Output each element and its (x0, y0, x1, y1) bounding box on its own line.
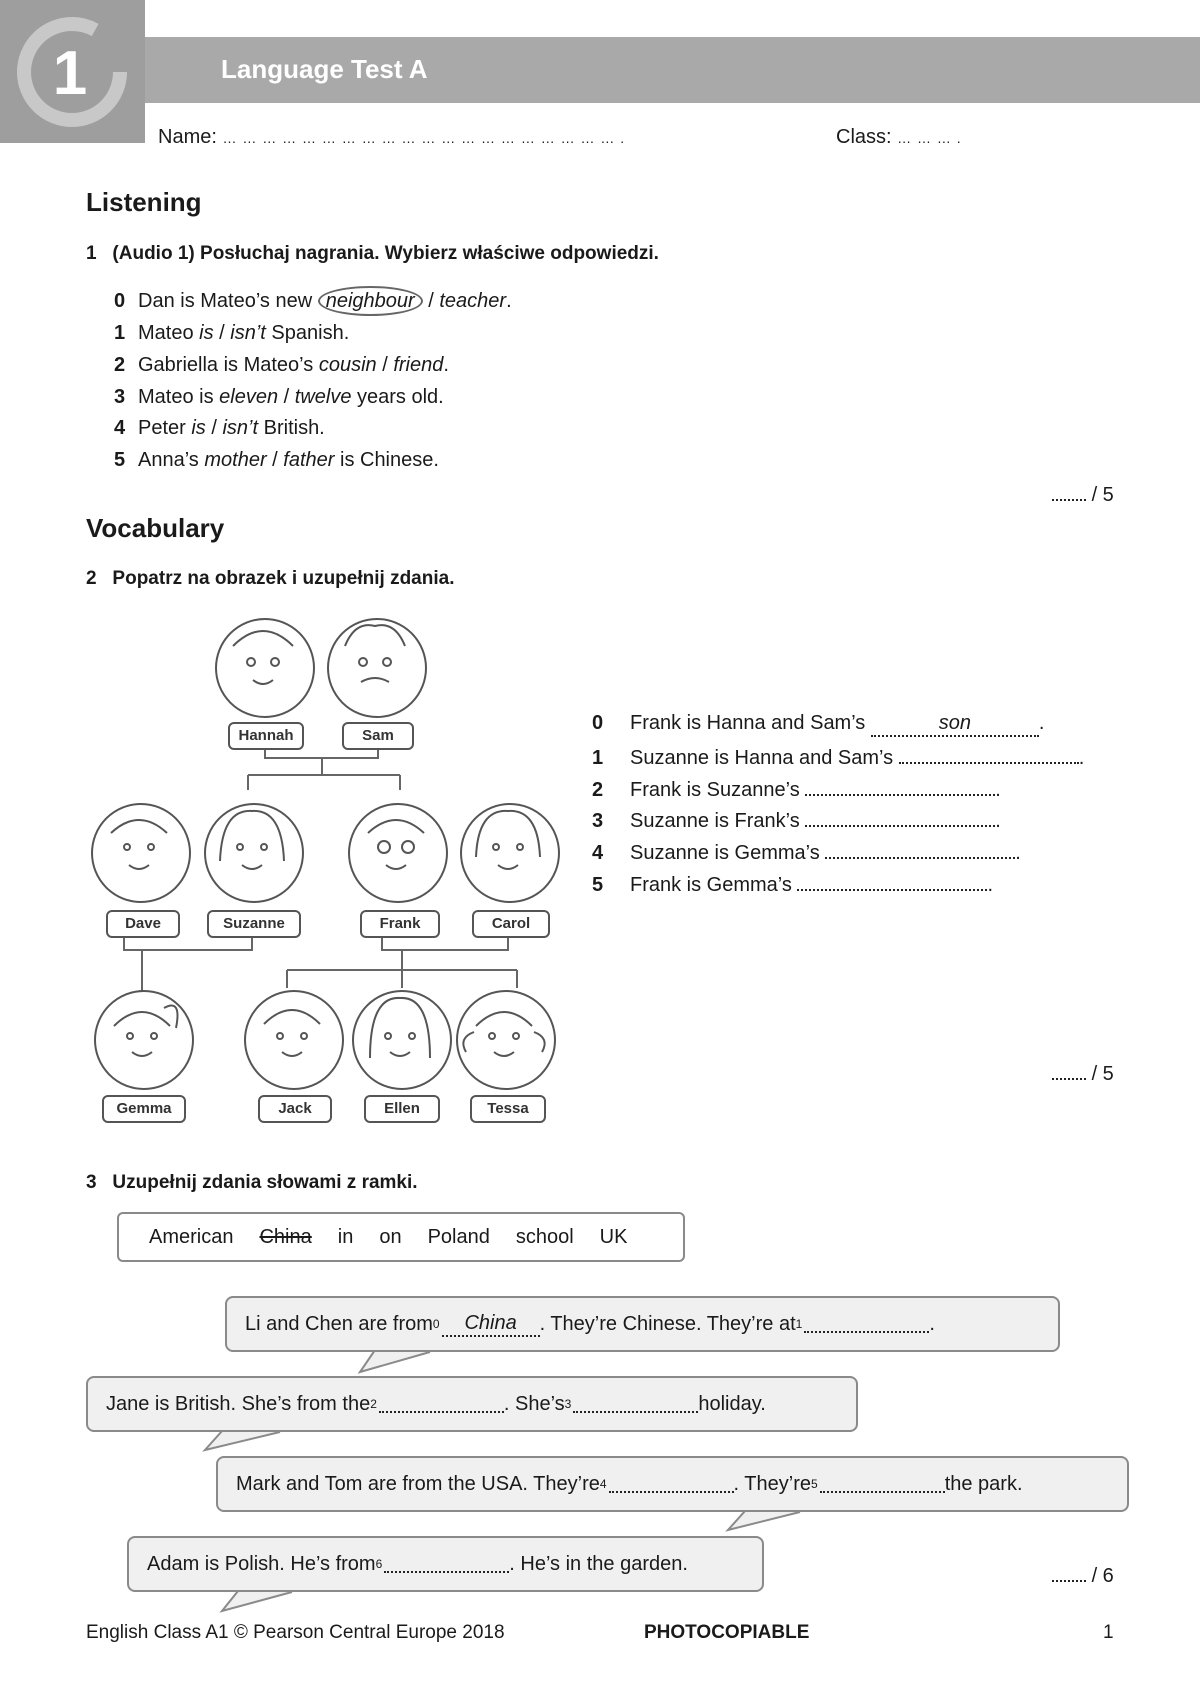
word-china-used: China (259, 1225, 312, 1248)
word-in: in (337, 1225, 354, 1248)
footer-photocopiable: PHOTOCOPIABLE (644, 1622, 810, 1643)
answer-blank-ex3-1[interactable] (804, 1315, 929, 1333)
instruction-text: Popatrz na obrazek i uzupełnij zdania. (112, 568, 455, 589)
score-total: / 6 (1091, 1565, 1114, 1587)
answer-blank-ex3-3[interactable] (573, 1395, 698, 1413)
label-frank: Frank (360, 910, 440, 938)
vocab-sentence-2: 2 Frank is Suzanne’s . (592, 776, 1001, 802)
speech-bubble-2: Jane is British. She’s from the 2 . She’s 3 holiday. (86, 1376, 858, 1432)
score-total: / 5 (1091, 484, 1114, 506)
class-label: Class: (836, 126, 892, 148)
label-dave: Dave (106, 910, 180, 938)
footer-copyright: English Class A1 © Pearson Central Europe 2018 (86, 1622, 505, 1643)
label-hannah: Hannah (228, 722, 304, 750)
score-blank[interactable] (1052, 1564, 1086, 1582)
answer-blank-ex3-5[interactable] (820, 1475, 945, 1493)
listening-item-5[interactable]: 5 Anna’s mother / father is Chinese. (114, 449, 439, 471)
example-answer-china: China (442, 1312, 540, 1337)
word-american: American (149, 1225, 234, 1248)
listening-item-2[interactable]: 2 Gabriella is Mateo’s cousin / friend. (114, 354, 449, 376)
unit-number: 1 (52, 39, 88, 108)
instruction-number: 2 (86, 568, 97, 589)
listening-item-0: 0 Dan is Mateo’s new neighbour / teacher. (114, 290, 512, 313)
listening-item-1[interactable]: 1 Mateo is / isn’t Spanish. (114, 322, 350, 344)
exercise3-score[interactable] (1052, 1564, 1114, 1588)
vocab-sentence-1: 1 Suzanne is Hanna and Sam’s . (592, 744, 1084, 770)
label-gemma: Gemma (102, 1095, 186, 1123)
word-uk: UK (599, 1225, 628, 1248)
vocab-sentence-0: 0 Frank is Hanna and Sam’s son . (592, 712, 1044, 737)
word-school: school (515, 1225, 574, 1248)
class-dots: … … … . (897, 130, 962, 146)
word-poland: Poland (427, 1225, 490, 1248)
word-on: on (379, 1225, 402, 1248)
label-suzanne: Suzanne (207, 910, 301, 938)
vocab-sentence-5: 5 Frank is Gemma’s . (592, 871, 993, 897)
name-label: Name: (158, 126, 217, 148)
label-ellen: Ellen (364, 1095, 440, 1123)
vocabulary-heading: Vocabulary (86, 513, 225, 543)
instruction-text: Uzupełnij zdania słowami z ramki. (112, 1172, 418, 1193)
score-total: / 5 (1091, 1063, 1114, 1085)
listening-item-3[interactable]: 3 Mateo is eleven / twelve years old. (114, 386, 444, 408)
label-sam: Sam (342, 722, 414, 750)
speech-bubble-4: Adam is Polish. He’s from 6 . He’s in the garden. (127, 1536, 764, 1592)
answer-blank-ex3-2[interactable] (379, 1395, 504, 1413)
page-number: 1 (1103, 1622, 1114, 1643)
circled-answer: neighbour (318, 286, 423, 316)
instruction-text: (Audio 1) Posłuchaj nagrania. Wybierz właściwe odpowiedzi. (112, 243, 659, 264)
label-carol: Carol (472, 910, 550, 938)
instruction-number: 3 (86, 1172, 97, 1193)
name-dots: … … … … … … … … … … … … … … … … … … … … . (222, 130, 626, 146)
vocab-sentence-4: 4 Suzanne is Gemma’s . (592, 839, 1021, 865)
speech-bubble-1: Li and Chen are from 0 China . They’re Chinese. They’re at 1 . (225, 1296, 1060, 1352)
example-answer: son (871, 712, 1039, 737)
listening-heading: Listening (86, 187, 202, 217)
vocab-sentence-3: 3 Suzanne is Frank’s . (592, 807, 1001, 833)
answer-blank-ex3-6[interactable] (384, 1555, 509, 1573)
page-title: Language Test A (221, 54, 428, 84)
label-tessa: Tessa (470, 1095, 546, 1123)
answer-blank-ex3-4[interactable] (609, 1475, 734, 1493)
speech-bubble-3: Mark and Tom are from the USA. They’re 4 . They’re 5 the park. (216, 1456, 1129, 1512)
label-jack: Jack (258, 1095, 332, 1123)
instruction-number: 1 (86, 243, 97, 264)
listening-item-4[interactable]: 4 Peter is / isn’t British. (114, 417, 325, 439)
